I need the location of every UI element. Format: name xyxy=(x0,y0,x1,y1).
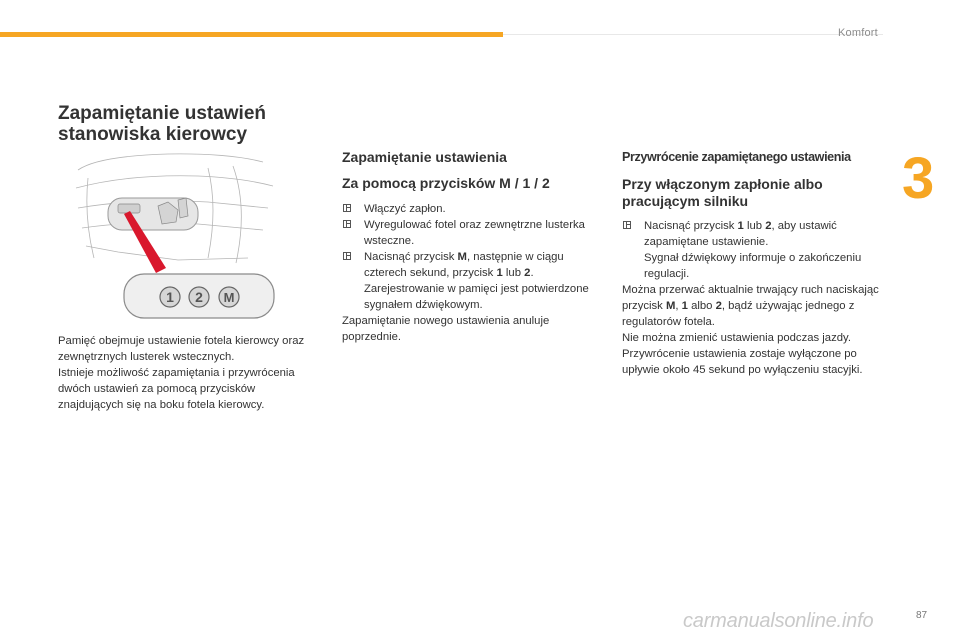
checkbox-icon xyxy=(343,252,351,260)
page-number: 87 xyxy=(916,610,928,621)
seat-memory-buttons-illustration xyxy=(58,148,288,328)
header-accent-bar xyxy=(0,32,503,37)
memory-button-m xyxy=(219,287,239,307)
svg-text:M: M xyxy=(223,290,235,305)
checkbox-icon xyxy=(623,221,631,229)
checkbox-icon xyxy=(343,220,351,228)
checkbox-icon xyxy=(343,204,351,212)
save-steps-list xyxy=(342,201,592,313)
list-item: Włączyć zapłon. xyxy=(342,201,592,217)
ignition-subheading: Przy włączonym zapłonie albo pracującym silniku xyxy=(622,176,823,209)
list-item: Nacisnąć przycisk M, następnie w ciągu czterech sekund, przycisk 1 lub 2. Zarejestrowanie w pamięci jest potwierdzone sygnałem dźwiękowym. xyxy=(342,249,592,313)
memory-button-1 xyxy=(160,287,180,307)
buttons-subheading: Za pomocą przycisków M / 1 / 2 xyxy=(342,175,550,191)
list-item: Wyregulować fotel oraz zewnętrzne lusterka wsteczne. xyxy=(342,217,592,249)
page-title: Zapamiętanie ustawień stanowiska kierowcy xyxy=(58,103,267,145)
restore-setting-column xyxy=(622,148,892,378)
interrupt-paragraph: Można przerwać aktualnie trwający ruch naciskając przycisk M, 1 albo 2, bądź używając jednego z regulatorów fotela. xyxy=(622,284,879,328)
svg-text:2: 2 xyxy=(195,289,203,305)
restore-steps-list xyxy=(622,218,892,282)
step-note: Zarejestrowanie w pamięci jest potwierdzone sygnałem dźwiękowym. xyxy=(364,283,589,311)
chapter-number: 3 xyxy=(902,146,935,211)
svg-text:1: 1 xyxy=(166,289,174,305)
header-rule xyxy=(503,34,883,35)
restore-setting-heading: Przywrócenie zapamiętanego ustawienia xyxy=(622,150,851,164)
timeout-note: Przywrócenie ustawienia zostaje wyłączone po upływie około 45 sekund po wyłączeniu stacyjki. xyxy=(622,348,863,376)
save-footer-note: Zapamiętanie nowego ustawienia anuluje poprzednie. xyxy=(342,315,550,343)
save-setting-heading: Zapamiętanie ustawienia xyxy=(342,149,507,165)
section-label: Komfort xyxy=(838,27,878,39)
memory-button-2 xyxy=(189,287,209,307)
driving-note: Nie można zmienić ustawienia podczas jazdy. xyxy=(622,332,851,344)
watermark: carmanualsonline.info xyxy=(683,610,874,632)
step-note: Sygnał dźwiękowy informuje o zakończeniu regulacji. xyxy=(644,252,862,280)
save-setting-column xyxy=(342,148,592,345)
intro-text xyxy=(58,333,323,413)
intro-paragraph: Pamięć obejmuje ustawienie fotela kierowcy oraz zewnętrznych lusterek wstecznych. xyxy=(58,335,305,363)
list-item: Nacisnąć przycisk 1 lub 2, aby ustawić zapamiętane ustawienie. Sygnał dźwiękowy informuje o zakończeniu regulacji. xyxy=(622,218,892,282)
intro-paragraph: Istnieje możliwość zapamiętania i przywrócenia dwóch ustawień za pomocą przycisków znajdujących się na boku fotela kierowcy. xyxy=(58,367,295,411)
